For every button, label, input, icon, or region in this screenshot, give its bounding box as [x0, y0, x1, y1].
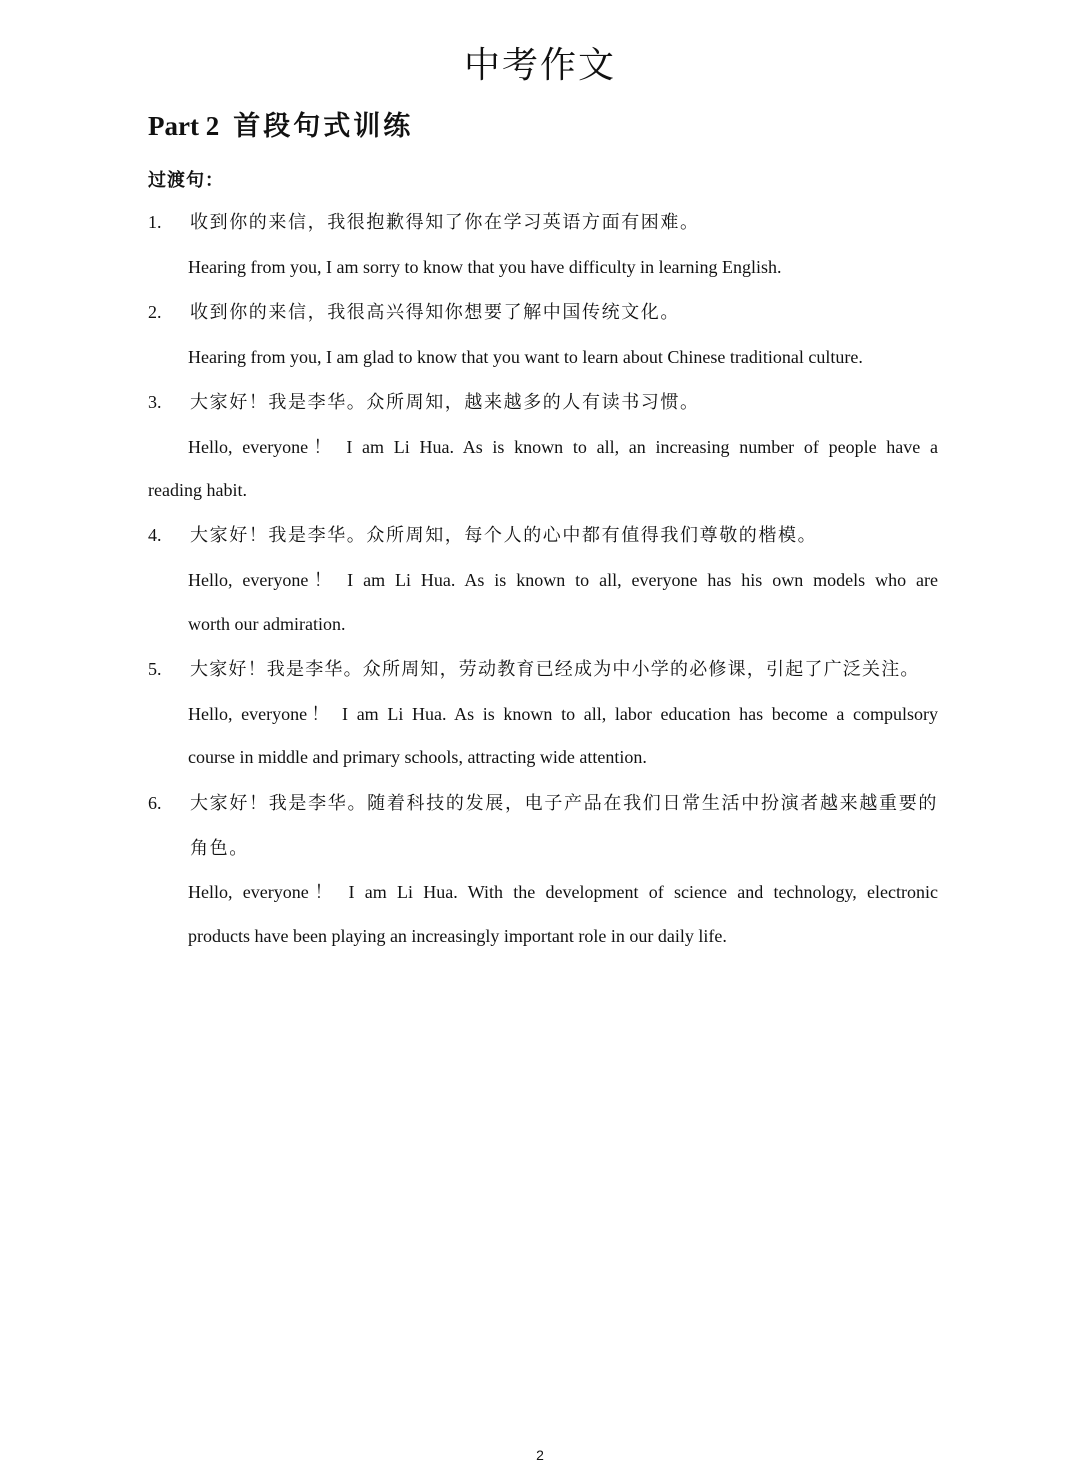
item-english: Hearing from you, I am glad to know that you want to learn about Chinese traditional culture.: [188, 347, 863, 367]
item-english-line2: products have been playing an increasingly important role in our daily life.: [188, 926, 727, 946]
item-number: 6.: [148, 793, 162, 813]
item-english-line2: reading habit.: [148, 480, 247, 500]
page-number: 2: [536, 1447, 544, 1463]
page-title: 中考作文: [463, 45, 616, 85]
item-chinese: 收到你的来信，我很抱歉得知了你在学习英语方面有困难。: [190, 212, 700, 232]
item-english-line1: Hello, everyone！ I am Li Hua. As is known to all, labor education has become a compulsory: [188, 704, 938, 724]
item-english-line1: Hello, everyone！ I am Li Hua. As is known to all, everyone has his own models who are: [188, 570, 938, 590]
item-chinese-line2: 角色。: [190, 838, 249, 858]
item-english-line2: course in middle and primary schools, attracting wide attention.: [188, 747, 647, 767]
item-number: 1.: [148, 212, 162, 232]
item-chinese-line1: 大家好！我是李华。随着科技的发展，电子产品在我们日常生活中扮演者越来越重要的: [190, 793, 938, 813]
item-english-line2: worth our admiration.: [188, 614, 346, 634]
item-chinese: 大家好！我是李华。众所周知，每个人的心中都有值得我们尊敬的楷模。: [190, 525, 818, 545]
item-number: 4.: [148, 525, 162, 545]
item-number: 2.: [148, 302, 162, 322]
part-title: 首段句式训练: [233, 111, 414, 141]
item-chinese: 大家好！我是李华。众所周知，劳动教育已经成为中小学的必修课，引起了广泛关注。: [190, 659, 920, 679]
section-heading: [148, 106, 413, 146]
item-english: Hearing from you, I am sorry to know that you have difficulty in learning English.: [188, 257, 782, 277]
item-chinese: 收到你的来信，我很高兴得知你想要了解中国传统文化。: [190, 302, 680, 322]
item-english-line1: Hello, everyone！ I am Li Hua. As is known to all, an increasing number of people have a: [188, 437, 938, 457]
part-label: Part 2: [148, 111, 220, 141]
item-english-line1: Hello, everyone！ I am Li Hua. With the development of science and technology, electronic: [188, 882, 938, 902]
item-number: 5.: [148, 659, 162, 679]
subheading: 过渡句：: [148, 170, 224, 190]
item-number: 3.: [148, 392, 162, 412]
item-chinese: 大家好！我是李华。众所周知，越来越多的人有读书习惯。: [190, 392, 700, 412]
